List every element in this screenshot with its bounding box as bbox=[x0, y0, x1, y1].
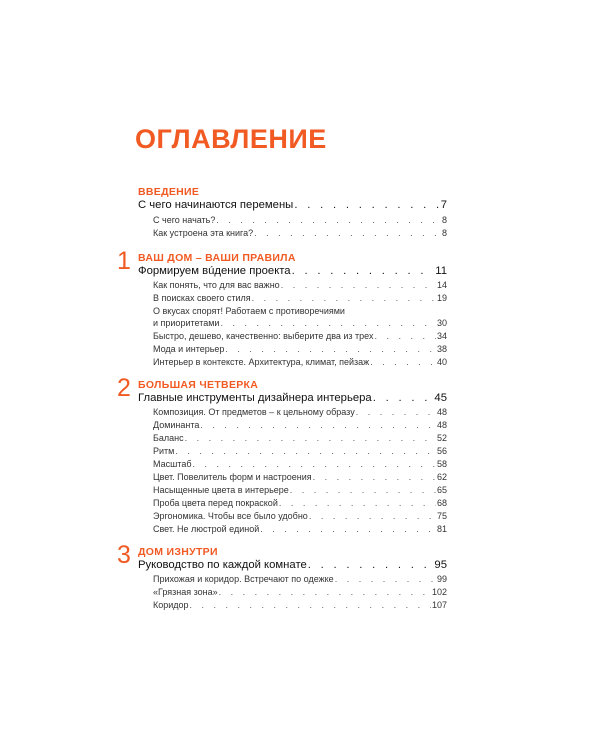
toc-entry[interactable] bbox=[153, 228, 447, 238]
entry-label: Эргономика. Чтобы все было удобно bbox=[153, 511, 308, 521]
toc-entry[interactable] bbox=[153, 433, 447, 443]
entry-page: 58 bbox=[436, 459, 447, 469]
chapter-number: 1 bbox=[117, 247, 131, 275]
entry-label: Мода и интерьер bbox=[153, 344, 225, 354]
dot-leader bbox=[335, 574, 436, 584]
dot-leader bbox=[290, 485, 436, 495]
chapter-number: 2 bbox=[117, 374, 131, 402]
entry-label: С чего начинаются перемены bbox=[138, 199, 294, 211]
entry-page: 19 bbox=[436, 293, 447, 303]
dot-leader bbox=[254, 228, 441, 238]
entry-page: 7 bbox=[440, 199, 447, 211]
toc-entry[interactable] bbox=[153, 331, 447, 341]
toc-main-entry[interactable] bbox=[138, 559, 447, 571]
entry-page: 34 bbox=[436, 331, 447, 341]
entry-label: Свет. Не люстрой единой bbox=[153, 524, 260, 534]
entry-page: 102 bbox=[431, 587, 447, 597]
dot-leader bbox=[374, 331, 436, 341]
toc-entry[interactable] bbox=[153, 293, 447, 303]
toc-entry[interactable] bbox=[153, 511, 447, 521]
entry-label: Насыщенные цвета в интерьере bbox=[153, 485, 289, 495]
toc-entry[interactable] bbox=[153, 318, 447, 328]
entry-label: С чего начать? bbox=[153, 215, 216, 225]
dot-leader bbox=[219, 587, 431, 597]
dot-leader bbox=[292, 265, 435, 277]
entry-page: 38 bbox=[436, 344, 447, 354]
dot-leader bbox=[370, 357, 436, 367]
entry-label: Цвет. Повелитель форм и настроения bbox=[153, 472, 312, 482]
dot-leader bbox=[309, 511, 436, 521]
entry-label: О вкусах спорят! Работаем с противоречиями bbox=[153, 306, 345, 316]
dot-leader bbox=[175, 446, 436, 456]
entry-page: 65 bbox=[436, 485, 447, 495]
entry-page: 75 bbox=[436, 511, 447, 521]
dot-leader bbox=[220, 318, 436, 328]
toc-entry[interactable] bbox=[153, 280, 447, 290]
entry-label: и приоритетами bbox=[153, 318, 220, 328]
dot-leader bbox=[252, 293, 436, 303]
toc-entry[interactable] bbox=[153, 600, 447, 610]
dot-leader bbox=[193, 459, 436, 469]
toc-entry[interactable] bbox=[153, 524, 447, 534]
section-heading: ВАШ ДОМ – ВАШИ ПРАВИЛА bbox=[138, 252, 296, 264]
entry-label: Как устроена эта книга? bbox=[153, 228, 254, 238]
entry-page: 11 bbox=[435, 265, 447, 277]
page-title: ОГЛАВЛЕНИЕ bbox=[135, 124, 327, 154]
dot-leader bbox=[185, 433, 436, 443]
entry-label: Доминанта bbox=[153, 420, 200, 430]
dot-leader bbox=[279, 498, 436, 508]
section-heading: ДОМ ИЗНУТРИ bbox=[138, 546, 218, 558]
toc-entry[interactable] bbox=[153, 459, 447, 469]
entry-page: 107 bbox=[431, 600, 447, 610]
toc-entry[interactable] bbox=[153, 446, 447, 456]
entry-page: 30 bbox=[436, 318, 447, 328]
entry-label: Интерьер в контексте. Архитектура, климат, пейзаж bbox=[153, 357, 370, 367]
toc-entry[interactable] bbox=[153, 498, 447, 508]
entry-label: Как понять, что для вас важно bbox=[153, 280, 280, 290]
entry-page: 45 bbox=[434, 392, 447, 404]
entry-label: Прихожая и коридор. Встречают по одежке bbox=[153, 574, 334, 584]
toc-entry[interactable] bbox=[153, 215, 447, 225]
toc-entry[interactable] bbox=[153, 472, 447, 482]
entry-page: 81 bbox=[436, 524, 447, 534]
section-heading: ВВЕДЕНИЕ bbox=[138, 186, 200, 198]
entry-page: 62 bbox=[436, 472, 447, 482]
entry-label: Проба цвета перед покраской bbox=[153, 498, 278, 508]
dot-leader bbox=[190, 600, 431, 610]
dot-leader bbox=[225, 344, 436, 354]
entry-label: Композиция. От предметов – к цельному образу bbox=[153, 407, 355, 417]
toc-entry[interactable] bbox=[153, 344, 447, 354]
entry-page: 99 bbox=[436, 574, 447, 584]
dot-leader bbox=[216, 215, 441, 225]
toc-main-entry[interactable] bbox=[138, 392, 447, 404]
dot-leader bbox=[281, 280, 436, 290]
toc-main-entry[interactable] bbox=[138, 265, 447, 277]
toc-entry[interactable] bbox=[153, 485, 447, 495]
entry-page: 95 bbox=[434, 559, 447, 571]
toc-entry[interactable] bbox=[153, 420, 447, 430]
entry-page: 40 bbox=[436, 357, 447, 367]
dot-leader bbox=[200, 420, 436, 430]
toc-main-entry[interactable] bbox=[138, 199, 447, 211]
dot-leader bbox=[308, 559, 434, 571]
entry-page: 48 bbox=[436, 407, 447, 417]
toc-entry[interactable] bbox=[153, 574, 447, 584]
entry-page: 8 bbox=[441, 228, 447, 238]
toc-entry[interactable] bbox=[153, 407, 447, 417]
entry-page: 68 bbox=[436, 498, 447, 508]
toc-entry-line[interactable] bbox=[153, 306, 345, 316]
section-heading: БОЛЬШАЯ ЧЕТВЕРКА bbox=[138, 379, 259, 391]
toc-entry[interactable] bbox=[153, 357, 447, 367]
entry-page: 14 bbox=[436, 280, 447, 290]
dot-leader bbox=[373, 392, 434, 404]
entry-label: «Грязная зона» bbox=[153, 587, 218, 597]
entry-label: Руководство по каждой комнате bbox=[138, 559, 307, 571]
chapter-number: 3 bbox=[117, 541, 131, 569]
entry-label: Ритм bbox=[153, 446, 175, 456]
entry-label: Масштаб bbox=[153, 459, 192, 469]
entry-page: 56 bbox=[436, 446, 447, 456]
entry-page: 8 bbox=[441, 215, 447, 225]
dot-leader bbox=[294, 199, 439, 211]
entry-label: Коридор bbox=[153, 600, 189, 610]
entry-label: Формируем вúдение проекта bbox=[138, 265, 291, 277]
entry-label: В поисках своего стиля bbox=[153, 293, 251, 303]
entry-label: Баланс bbox=[153, 433, 184, 443]
dot-leader bbox=[313, 472, 436, 482]
dot-leader bbox=[356, 407, 436, 417]
toc-entry[interactable] bbox=[153, 587, 447, 597]
entry-label: Быстро, дешево, качественно: выберите два из трех bbox=[153, 331, 374, 341]
entry-page: 52 bbox=[436, 433, 447, 443]
entry-label: Главные инструменты дизайнера интерьера bbox=[138, 392, 372, 404]
entry-page: 48 bbox=[436, 420, 447, 430]
dot-leader bbox=[260, 524, 436, 534]
